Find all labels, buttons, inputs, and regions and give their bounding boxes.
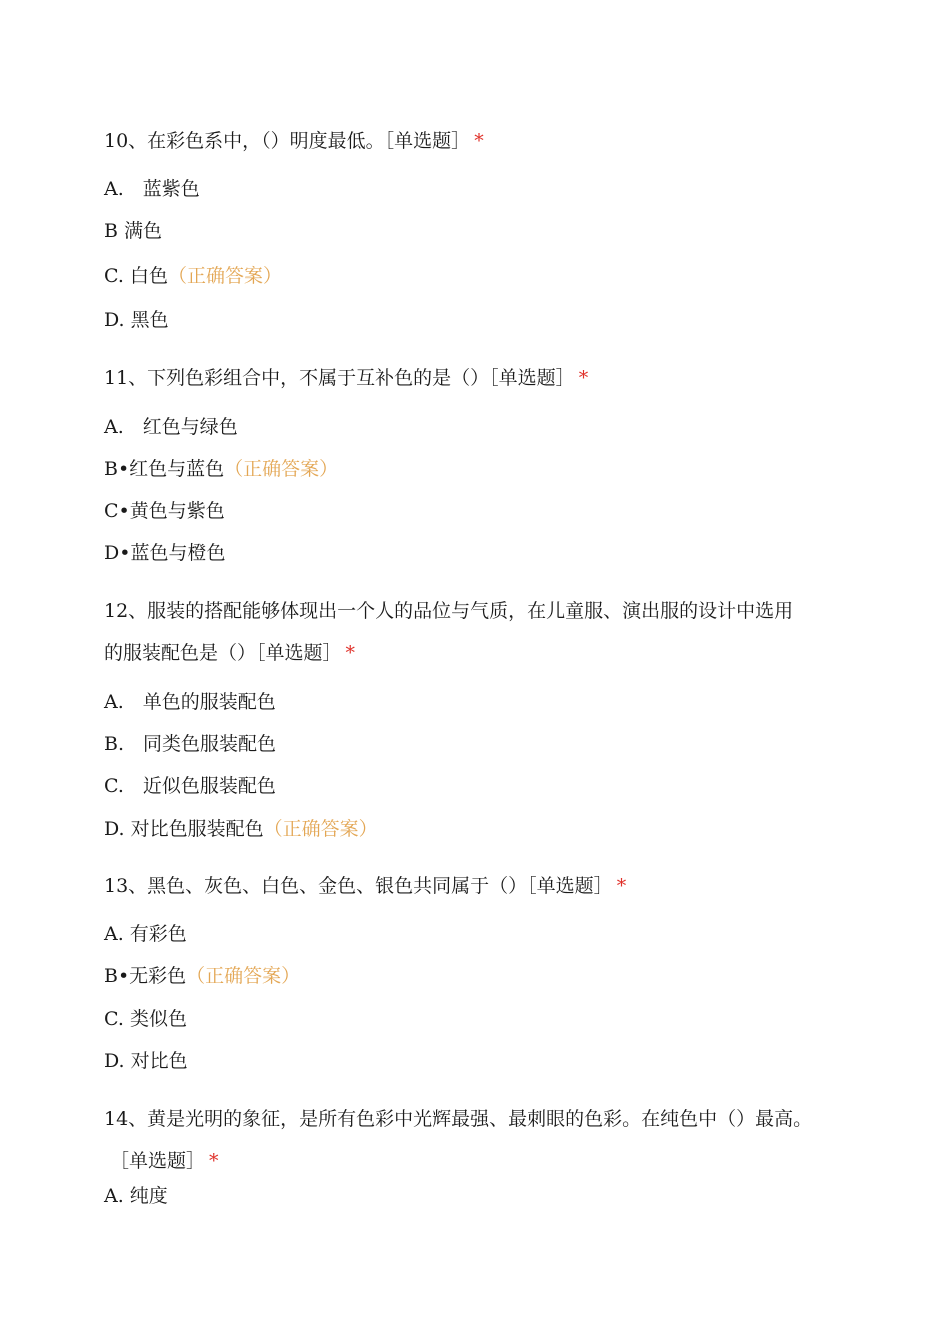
option-text: A. 纯度 xyxy=(104,1185,168,1207)
question-stem-text: 10、在彩色系中，（）明度最低。［单选题］ xyxy=(104,130,471,152)
question-12-option-d xyxy=(104,815,378,843)
option-text: B 满色 xyxy=(104,220,163,242)
question-11-stem xyxy=(104,357,864,399)
required-mark: * xyxy=(345,642,356,664)
question-13-option-a xyxy=(104,920,187,948)
question-13-option-d xyxy=(104,1047,188,1075)
question-11-option-a xyxy=(104,413,238,441)
question-10-option-d xyxy=(104,306,169,334)
question-14-stem xyxy=(104,1098,864,1182)
question-10-option-b xyxy=(104,217,162,245)
question-11-option-b xyxy=(104,455,338,483)
question-12-option-a xyxy=(104,688,276,716)
question-stem-line-1: 12、服装的搭配能够体现出一个人的品位与气质，在儿童服、演出服的设计中选用 xyxy=(104,600,794,622)
option-text: D. 对比色服装配色 xyxy=(104,818,264,840)
option-text: D. 黑色 xyxy=(104,309,169,331)
question-13-option-c xyxy=(104,1005,187,1033)
question-11-option-d xyxy=(104,539,225,567)
option-text: A. 单色的服装配色 xyxy=(104,691,276,713)
option-text: B•无彩色 xyxy=(104,965,187,987)
question-11-option-c xyxy=(104,497,225,525)
question-stem-line-2: 的服装配色是（）［单选题］ xyxy=(104,642,342,664)
required-mark: * xyxy=(616,875,627,897)
required-mark: * xyxy=(578,367,589,389)
option-text: D. 对比色 xyxy=(104,1050,188,1072)
option-text: C. 近似色服装配色 xyxy=(104,775,276,797)
required-mark: * xyxy=(474,130,484,152)
option-text: A. 蓝紫色 xyxy=(104,178,200,200)
question-stem-line-2: ［单选题］ xyxy=(110,1150,206,1172)
question-12-option-c xyxy=(104,772,276,800)
option-text: A. 红色与绿色 xyxy=(104,416,238,438)
option-text: D•蓝色与橙色 xyxy=(104,542,226,564)
question-10-option-a xyxy=(104,175,200,203)
option-text: B•红色与蓝色 xyxy=(104,458,225,480)
question-10-stem xyxy=(104,120,864,162)
option-text: C. 类似色 xyxy=(104,1008,187,1030)
correct-answer-label: （正确答案） xyxy=(186,965,301,987)
question-12-stem xyxy=(104,590,864,674)
question-14-option-a xyxy=(104,1182,168,1210)
correct-answer-label: （正确答案） xyxy=(263,818,378,840)
question-stem-line-1: 14、黄是光明的象征，是所有色彩中光辉最强、最刺眼的色彩。在纯色中（）最高。 xyxy=(104,1108,813,1130)
correct-answer-label: （正确答案） xyxy=(167,265,282,287)
question-stem-text: 13、黑色、灰色、白色、金色、银色共同属于（）［单选题］ xyxy=(104,875,613,897)
question-stem-text: 11、下列色彩组合中，不属于互补色的是（）［单选题］ xyxy=(104,367,575,389)
question-12-option-b xyxy=(104,730,276,758)
option-text: C. 白色 xyxy=(104,265,168,287)
question-13-option-b xyxy=(104,962,300,990)
option-text: A. 有彩色 xyxy=(104,923,187,945)
option-text: C•黄色与紫色 xyxy=(104,500,225,522)
correct-answer-label: （正确答案） xyxy=(224,458,339,480)
question-13-stem xyxy=(104,865,864,907)
option-text: B. 同类色服装配色 xyxy=(104,733,277,755)
question-10-option-c xyxy=(104,262,282,290)
required-mark: * xyxy=(209,1150,219,1172)
